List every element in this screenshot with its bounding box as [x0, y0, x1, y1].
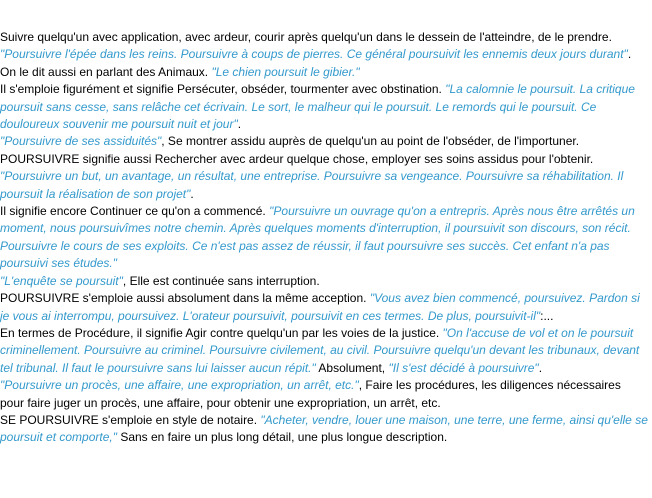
definition-text: On le dit aussi en parlant des Animaux.: [0, 64, 209, 79]
definition-text: Il signifie encore Continuer ce qu'on a commencé.: [0, 204, 266, 219]
definition-entry: [0, 81, 648, 133]
definition-entry: [0, 290, 648, 325]
definition-text: Il s'emploie figurément et signifie Persécuter, obséder, tourmenter avec obstination.: [0, 82, 442, 97]
example-quote: "Poursuivre l'épée dans les reins. Poursuivre à coups de pierres. Ce général poursuivit les ennemis deux jours durant": [0, 47, 628, 62]
definition-text: En termes de Procédure, il signifie Agir contre quelqu'un par les voies de la justice.: [0, 325, 440, 340]
definition-text: .: [237, 117, 242, 132]
example-quote: "Le chien poursuit le gibier.": [211, 64, 360, 79]
example-quote: "Acheter, vendre, louer une maison, une terre, une ferme, ainsi qu'elle se poursuit et comporte,": [0, 412, 648, 445]
example-quote: "Vous avez bien commencé, poursuivez. Pardon si je vous ai interrompu, poursuivez. L'orateur poursuivit, poursuivit en ces termes. De plus, poursuivit-il": [0, 291, 640, 323]
example-quote: "Poursuivre un but, un avantage, un résultat, une entreprise. Poursuivre sa vengeance. Poursuivre sa réhabilitation. Il poursuit la réalisation de son projet": [0, 169, 624, 201]
definition-entry: [0, 64, 648, 81]
definition-entry: [0, 412, 648, 447]
definition-text: POURSUIVRE s'emploie aussi absolument dans la même acception.: [0, 291, 367, 306]
definition-text: Sans en faire un plus long détail, une plus longue description.: [116, 430, 448, 445]
definition-text: , Faire les procédures, les diligences nécessaires pour faire juger un procès, une affaire, pour obtenir une expropriation, un arrêt, etc.: [0, 378, 621, 410]
definition-text: POURSUIVRE signifie aussi Rechercher avec ardeur quelque chose, employer ses soins assidus pour l'obtenir.: [0, 151, 594, 166]
definition-text: .: [538, 360, 543, 375]
definition-entry: [0, 325, 648, 377]
definition-entry: [0, 203, 648, 273]
example-quote: "Poursuivre un ouvrage qu'on a entrepris. Après nous être arrêtés un moment, nous poursuivîmes notre chemin. Après quelques moments d'interruption, il poursuivit son discours, son récit. Poursuivre le cours de ses exploits. Ce n'est pas assez de réussir, il faut poursuivre ses succès. Cet enfant n'a pas poursuivi ses études.": [0, 204, 635, 271]
example-quote: "On l'accuse de vol et on le poursuit criminellement. Poursuivre au criminel. Poursuivre civilement, au civil. Poursuivre quelqu'un devant les tribunaux, devant tel tribunal. Il faut le poursuivre sans lui laisser aucun répit.": [0, 325, 640, 375]
example-quote: "Poursuivre de ses assiduités": [0, 134, 162, 149]
definition-text: .: [190, 186, 194, 201]
example-quote: "Poursuivre un procès, une affaire, une expropriation, un arrêt, etc.": [0, 378, 359, 393]
definition-entry: [0, 273, 648, 290]
definition-entry: [0, 133, 648, 150]
definition-text: , Elle est continuée sans interruption.: [122, 273, 320, 288]
example-quote: "La calomnie le poursuit. La critique poursuit sans cesse, sans relâche cet écrivain. Le sort, le malheur qui le poursuit. Le remords qui le poursuit. Ce douloureux souvenir me poursuit nuit et jour": [0, 82, 635, 132]
definition-text: SE POURSUIVRE s'emploie en style de notaire.: [0, 412, 258, 427]
definition-text: .: [627, 47, 632, 62]
definition-text: Suivre quelqu'un avec application, avec ardeur, courir après quelqu'un dans le dessein de l'atteindre, de le prendre.: [0, 30, 612, 44]
example-quote: "Il s'est décidé à poursuivre": [388, 360, 539, 375]
definition-entry: [0, 29, 648, 64]
definition-text: , Se montrer assidu auprès de quelqu'un au point de l'obséder, de l'importuner.: [161, 134, 580, 149]
definition-entry: [0, 377, 648, 412]
definition-entry: [0, 151, 648, 203]
definition-text: Absolument,: [315, 360, 389, 375]
example-quote: "L'enquête se poursuit": [0, 273, 123, 288]
definition-text: :...: [540, 308, 554, 323]
